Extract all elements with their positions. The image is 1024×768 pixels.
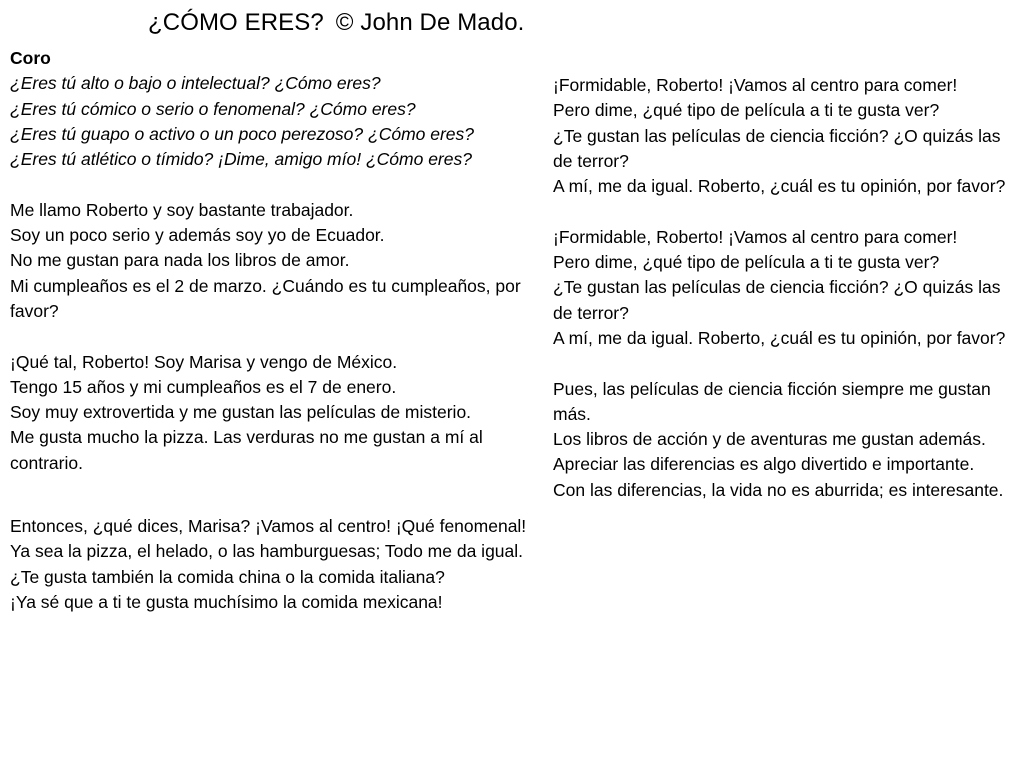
verse-line: Tengo 15 años y mi cumpleaños es el 7 de enero. xyxy=(10,376,397,397)
chorus-line: ¿Eres tú alto o bajo o intelectual? ¿Cómo eres? xyxy=(10,73,381,94)
verse-line: Mi cumpleaños es el 2 de marzo. ¿Cuándo es tu cumpleaños, por favor? xyxy=(10,275,521,321)
verse-line: Los libros de acción y de aventuras me gustan además. xyxy=(553,429,986,450)
verse-line: Apreciar las diferencias es algo divertido e importante. xyxy=(553,454,975,475)
verse-line: ¿Te gustan las películas de ciencia ficción? ¿O quizás las de terror? xyxy=(553,277,1001,323)
verse-line: Me llamo Roberto y soy bastante trabajador. xyxy=(10,199,354,220)
verse-line: ¡Qué tal, Roberto! Soy Marisa y vengo de México. xyxy=(10,351,398,372)
page-title xyxy=(148,8,524,38)
verse-line: Ya sea la pizza, el helado, o las hamburguesas; Todo me da igual. xyxy=(10,541,524,562)
chorus-line: ¿Eres tú cómico o serio o fenomenal? ¿Cómo eres? xyxy=(10,98,416,119)
chorus-line: ¿Eres tú atlético o tímido? ¡Dime, amigo mío! ¿Cómo eres? xyxy=(10,149,472,170)
song-title: ¿CÓMO ERES? xyxy=(148,9,324,36)
verse-line: Pero dime, ¿qué tipo de película a ti te gusta ver? xyxy=(553,252,940,273)
chorus-heading: Coro xyxy=(10,48,51,68)
verse-line: A mí, me da igual. Roberto, ¿cuál es tu opinión, por favor? xyxy=(553,176,1006,197)
verse-line: Con las diferencias, la vida no es aburrida; es interesante. xyxy=(553,479,1004,500)
verse-line: Soy un poco serio y además soy yo de Ecuador. xyxy=(10,225,385,246)
author-credit: © John De Mado. xyxy=(335,9,525,36)
verse-line: ¿Te gustan las películas de ciencia ficción? ¿O quizás las de terror? xyxy=(553,125,1001,171)
right-column xyxy=(553,73,1018,503)
chorus-line: ¿Eres tú guapo o activo o un poco perezoso? ¿Cómo eres? xyxy=(10,123,475,144)
verse-line: Pues, las películas de ciencia ficción siempre me gustan más. xyxy=(553,378,991,424)
verse-line: Soy muy extrovertida y me gustan las películas de misterio. xyxy=(10,402,472,423)
verse-line: Me gusta mucho la pizza. Las verduras no me gustan a mí al contrario. xyxy=(10,427,483,473)
left-column xyxy=(10,46,535,615)
verse-line: ¡Ya sé que a ti te gusta muchísimo la comida mexicana! xyxy=(10,591,443,612)
verse-line: Entonces, ¿qué dices, Marisa? ¡Vamos al centro! ¡Qué fenomenal! xyxy=(10,516,527,537)
verse-line: ¿Te gusta también la comida china o la comida italiana? xyxy=(10,566,445,587)
verse-line: ¡Formidable, Roberto! ¡Vamos al centro para comer! xyxy=(553,75,958,95)
verse-line: A mí, me da igual. Roberto, ¿cuál es tu opinión, por favor? xyxy=(553,327,1006,348)
verse-line: No me gustan para nada los libros de amor. xyxy=(10,250,350,271)
verse-line: Pero dime, ¿qué tipo de película a ti te gusta ver? xyxy=(553,100,940,121)
verse-line: ¡Formidable, Roberto! ¡Vamos al centro para comer! xyxy=(553,226,958,247)
